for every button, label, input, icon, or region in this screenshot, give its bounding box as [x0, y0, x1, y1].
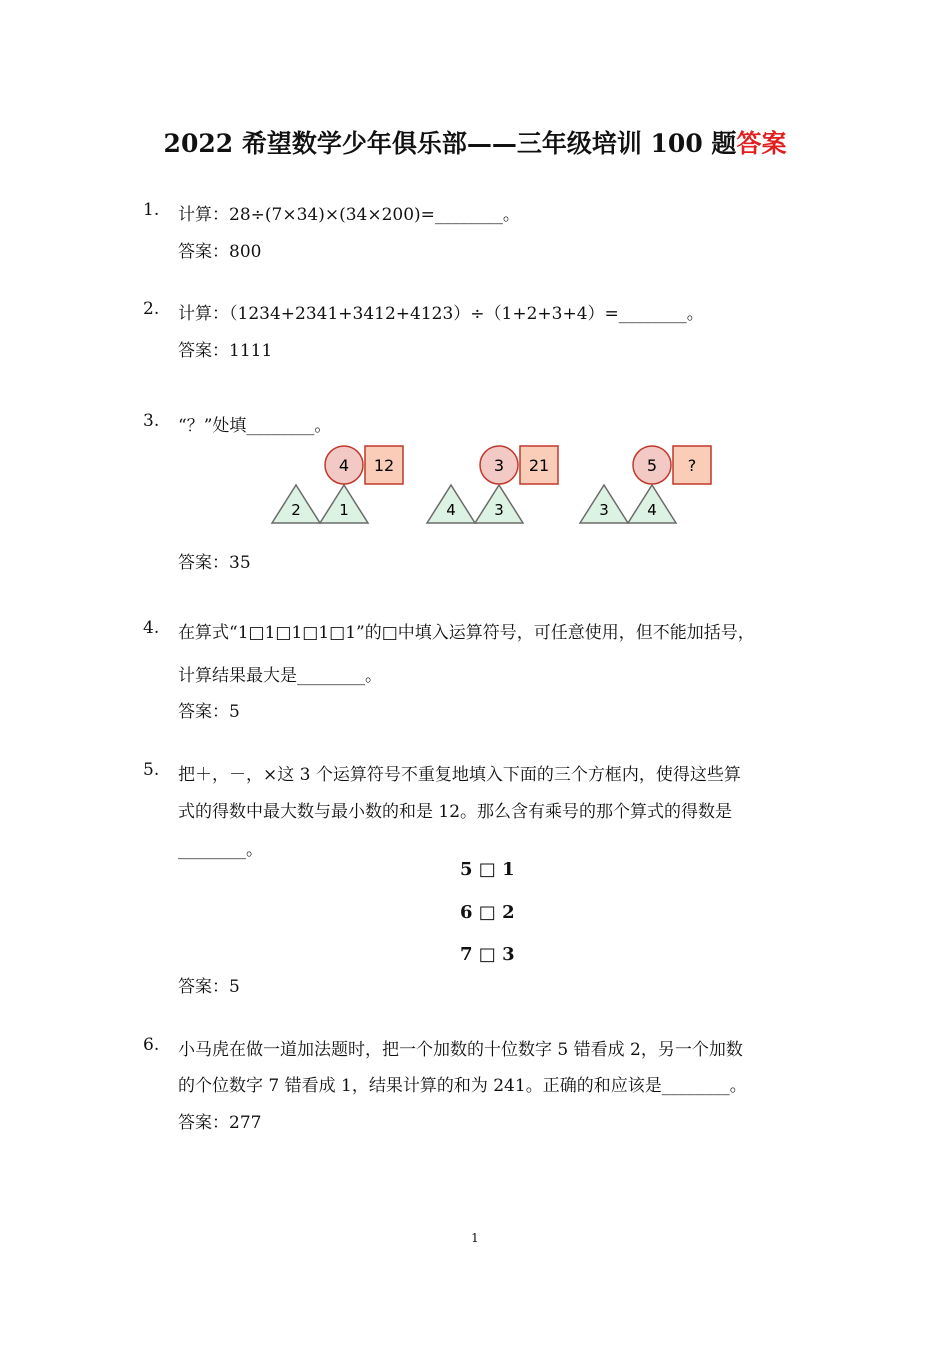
question-4-number: 4.	[143, 618, 160, 638]
question-3-text: “？”处填________。	[178, 416, 332, 436]
question-5-answer: 答案：5	[178, 977, 240, 997]
question-1-text: 计算：28÷(7×34)×(34×200)=________。	[178, 205, 520, 225]
question-6-number: 6.	[143, 1035, 160, 1055]
square-value: 12	[373, 456, 395, 475]
question-2-answer: 答案：1111	[178, 341, 273, 361]
question-3-figure	[260, 438, 730, 528]
circle-value: 4	[338, 456, 350, 475]
question-2-number: 2.	[143, 299, 160, 319]
triangle-left-value: 3	[599, 501, 609, 519]
question-3-number: 3.	[143, 411, 160, 431]
question-4-answer: 答案：5	[178, 702, 240, 722]
question-5-text-line-3: ________。	[178, 840, 263, 860]
question-3-answer: 答案：35	[178, 553, 251, 573]
question-1-answer: 答案：800	[178, 242, 262, 262]
question-2-text: 计算：（1234+2341+3412+4123）÷（1+2+3+4）=________。	[178, 304, 704, 324]
triangle-right-value: 4	[647, 501, 657, 519]
question-5-number: 5.	[143, 760, 160, 780]
figure-group-3	[580, 446, 711, 523]
triangle-left-value: 4	[446, 501, 456, 519]
question-5-text-line-2: 式的得数中最大数与最小数的和是 12。那么含有乘号的那个算式的得数是	[178, 802, 733, 822]
triangle-right-value: 1	[339, 501, 349, 519]
figure-group-1	[272, 446, 403, 523]
equation-1: 5 □ 1	[460, 859, 515, 880]
question-6-text-line-2: 的个位数字 7 错看成 1，结果计算的和为 241。正确的和应该是________。	[178, 1076, 747, 1096]
circle-value: 5	[646, 456, 658, 475]
question-1-number: 1.	[143, 200, 160, 220]
triangle-left-value: 2	[291, 501, 301, 519]
square-value: 21	[528, 456, 550, 475]
page-title	[0, 124, 950, 160]
question-4-text-line-1: 在算式“1□1□1□1□1”的□中填入运算符号，可任意使用，但不能加括号，	[178, 623, 755, 643]
square-value: ?	[687, 456, 697, 475]
question-6-text-line-1: 小马虎在做一道加法题时，把一个加数的十位数字 5 错看成 2，另一个加数	[178, 1040, 743, 1060]
question-4-text-line-2: 计算结果最大是________。	[178, 666, 382, 686]
question-6-answer: 答案：277	[178, 1113, 262, 1133]
equation-2: 6 □ 2	[460, 902, 515, 923]
triangle-right-value: 3	[494, 501, 504, 519]
question-5-text-line-1: 把＋，－，×这 3 个运算符号不重复地填入下面的三个方框内，使得这些算	[178, 765, 741, 785]
page-number: 1	[471, 1231, 479, 1245]
figure-group-2	[427, 446, 558, 523]
title-highlight: 答案	[736, 129, 787, 158]
circle-value: 3	[493, 456, 505, 475]
equation-3: 7 □ 3	[460, 944, 515, 965]
title-main: 2022 希望数学少年俱乐部——三年级培训 100 题	[163, 129, 737, 158]
